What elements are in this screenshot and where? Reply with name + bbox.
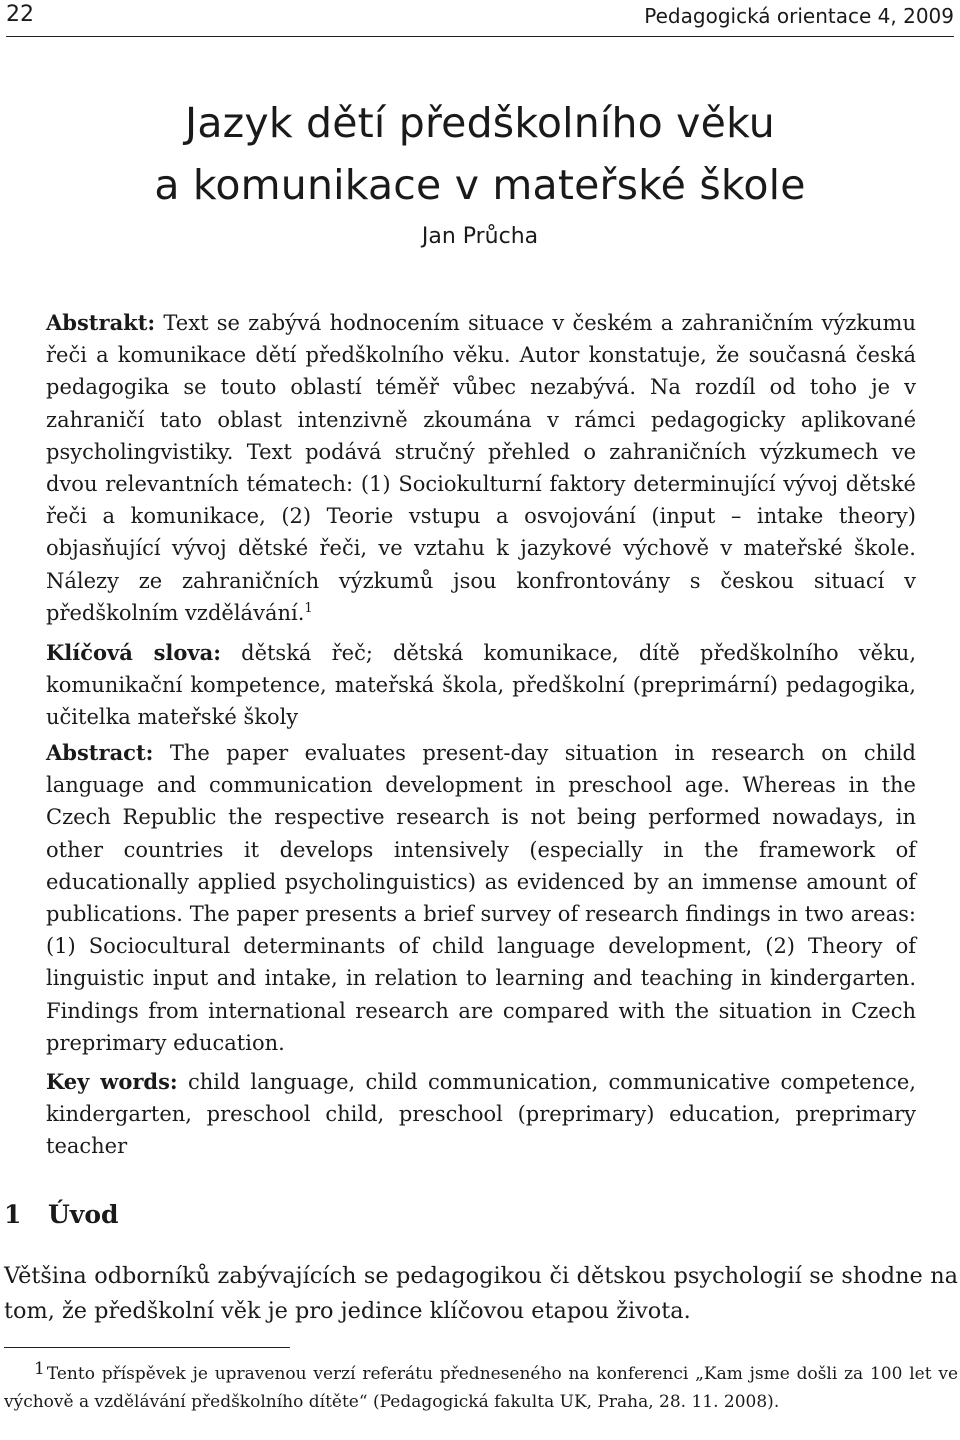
section-heading bbox=[4, 1200, 118, 1229]
keywords-en-text: child language, child communication, communicative competence, kindergarten, preschool child, preschool (preprimary) education, preprimary teacher bbox=[46, 1070, 916, 1159]
article-title-line-1: Jazyk dětí předškolního věku bbox=[185, 99, 775, 147]
keywords-cz-text: dětská řeč; dětská komunikace, dítě předškolního věku, komunikační kompetence, mateřská škola, předškolní (preprimární) pedagogika, učitelka mateřské školy bbox=[46, 641, 916, 730]
page-number: 22 bbox=[6, 2, 34, 27]
footnote bbox=[4, 1355, 958, 1416]
abstract-cz-label: Abstrakt: bbox=[46, 310, 156, 335]
footnote-ref[interactable]: 1 bbox=[304, 600, 313, 616]
abstract-cz-text: Text se zabývá hodnocením situace v českém a zahraničním výzkumu řeči a komunikace dětí předškolního věku. Autor konstatuje, že současná česká pedagogika se touto oblastí téměř vůbec nezabývá. Na rozdíl od toho je v zahraničí tato oblast intenzivně zkoumána v rámci pedagogicky aplikované psycholingvistiky. Text podává stručný přehled o zahraničních výzkumech ve dvou relevantních tématech: (1) Sociokulturní faktory determinující vývoj dětské řeči a komunikace, (2) Teorie vstupu a osvojování (input – intake theory) objasňující vývoj dětské řeči, ve vztahu k jazykové výchově v mateřské škole. Nálezy ze zahraničních výzkumů jsou konfrontovány s českou situací v předškolním vzdělávání. bbox=[46, 311, 916, 625]
section-number: 1 bbox=[4, 1200, 22, 1229]
keywords-cz bbox=[46, 637, 916, 734]
article-title-line-2: a komunikace v mateřské škole bbox=[154, 161, 806, 209]
abstract-en-label: Abstract: bbox=[46, 740, 154, 765]
running-header bbox=[6, 0, 954, 37]
keywords-en bbox=[46, 1066, 916, 1163]
keywords-en-label: Key words: bbox=[46, 1069, 178, 1094]
abstract-en bbox=[46, 737, 916, 1059]
journal-name: Pedagogická orientace 4, 2009 bbox=[644, 4, 954, 28]
abstract-cz bbox=[46, 307, 916, 629]
footnote-text: Tento příspěvek je upravenou verzí referátu předneseného na konferenci „Kam jsme došli za 100 let ve výchově a vzdělávání předškolního dítěte“ (Pedagogická fakulta UK, Praha, 28. 11. 2008). bbox=[4, 1364, 958, 1412]
body-paragraph: Většina odborníků zabývajících se pedagogikou či dětskou psychologií se shodne na tom, že předškolní věk je pro jedince klíčovou etapou života. bbox=[4, 1263, 958, 1324]
author-name: Jan Průcha bbox=[421, 224, 539, 249]
section-title: Úvod bbox=[48, 1200, 119, 1229]
keywords-cz-label: Klíčová slova: bbox=[46, 640, 221, 665]
footnote-rule bbox=[4, 1347, 290, 1348]
abstract-en-text: The paper evaluates present-day situation in research on child language and communication development in preschool age. Whereas in the Czech Republic the respective research is not being performed nowadays, in other countries it develops intensively (especially in the framework of educationally applied psycholinguistics) as evidenced by an immense amount of publications. The paper presents a brief survey of research findings in two areas: (1) Sociocultural determinants of child language development, (2) Theory of linguistic input and intake, in relation to learning and teaching in kindergarten. Findings from international research are compared with the situation in Czech preprimary education. bbox=[46, 741, 916, 1055]
footnote-mark: 1 bbox=[34, 1359, 45, 1379]
